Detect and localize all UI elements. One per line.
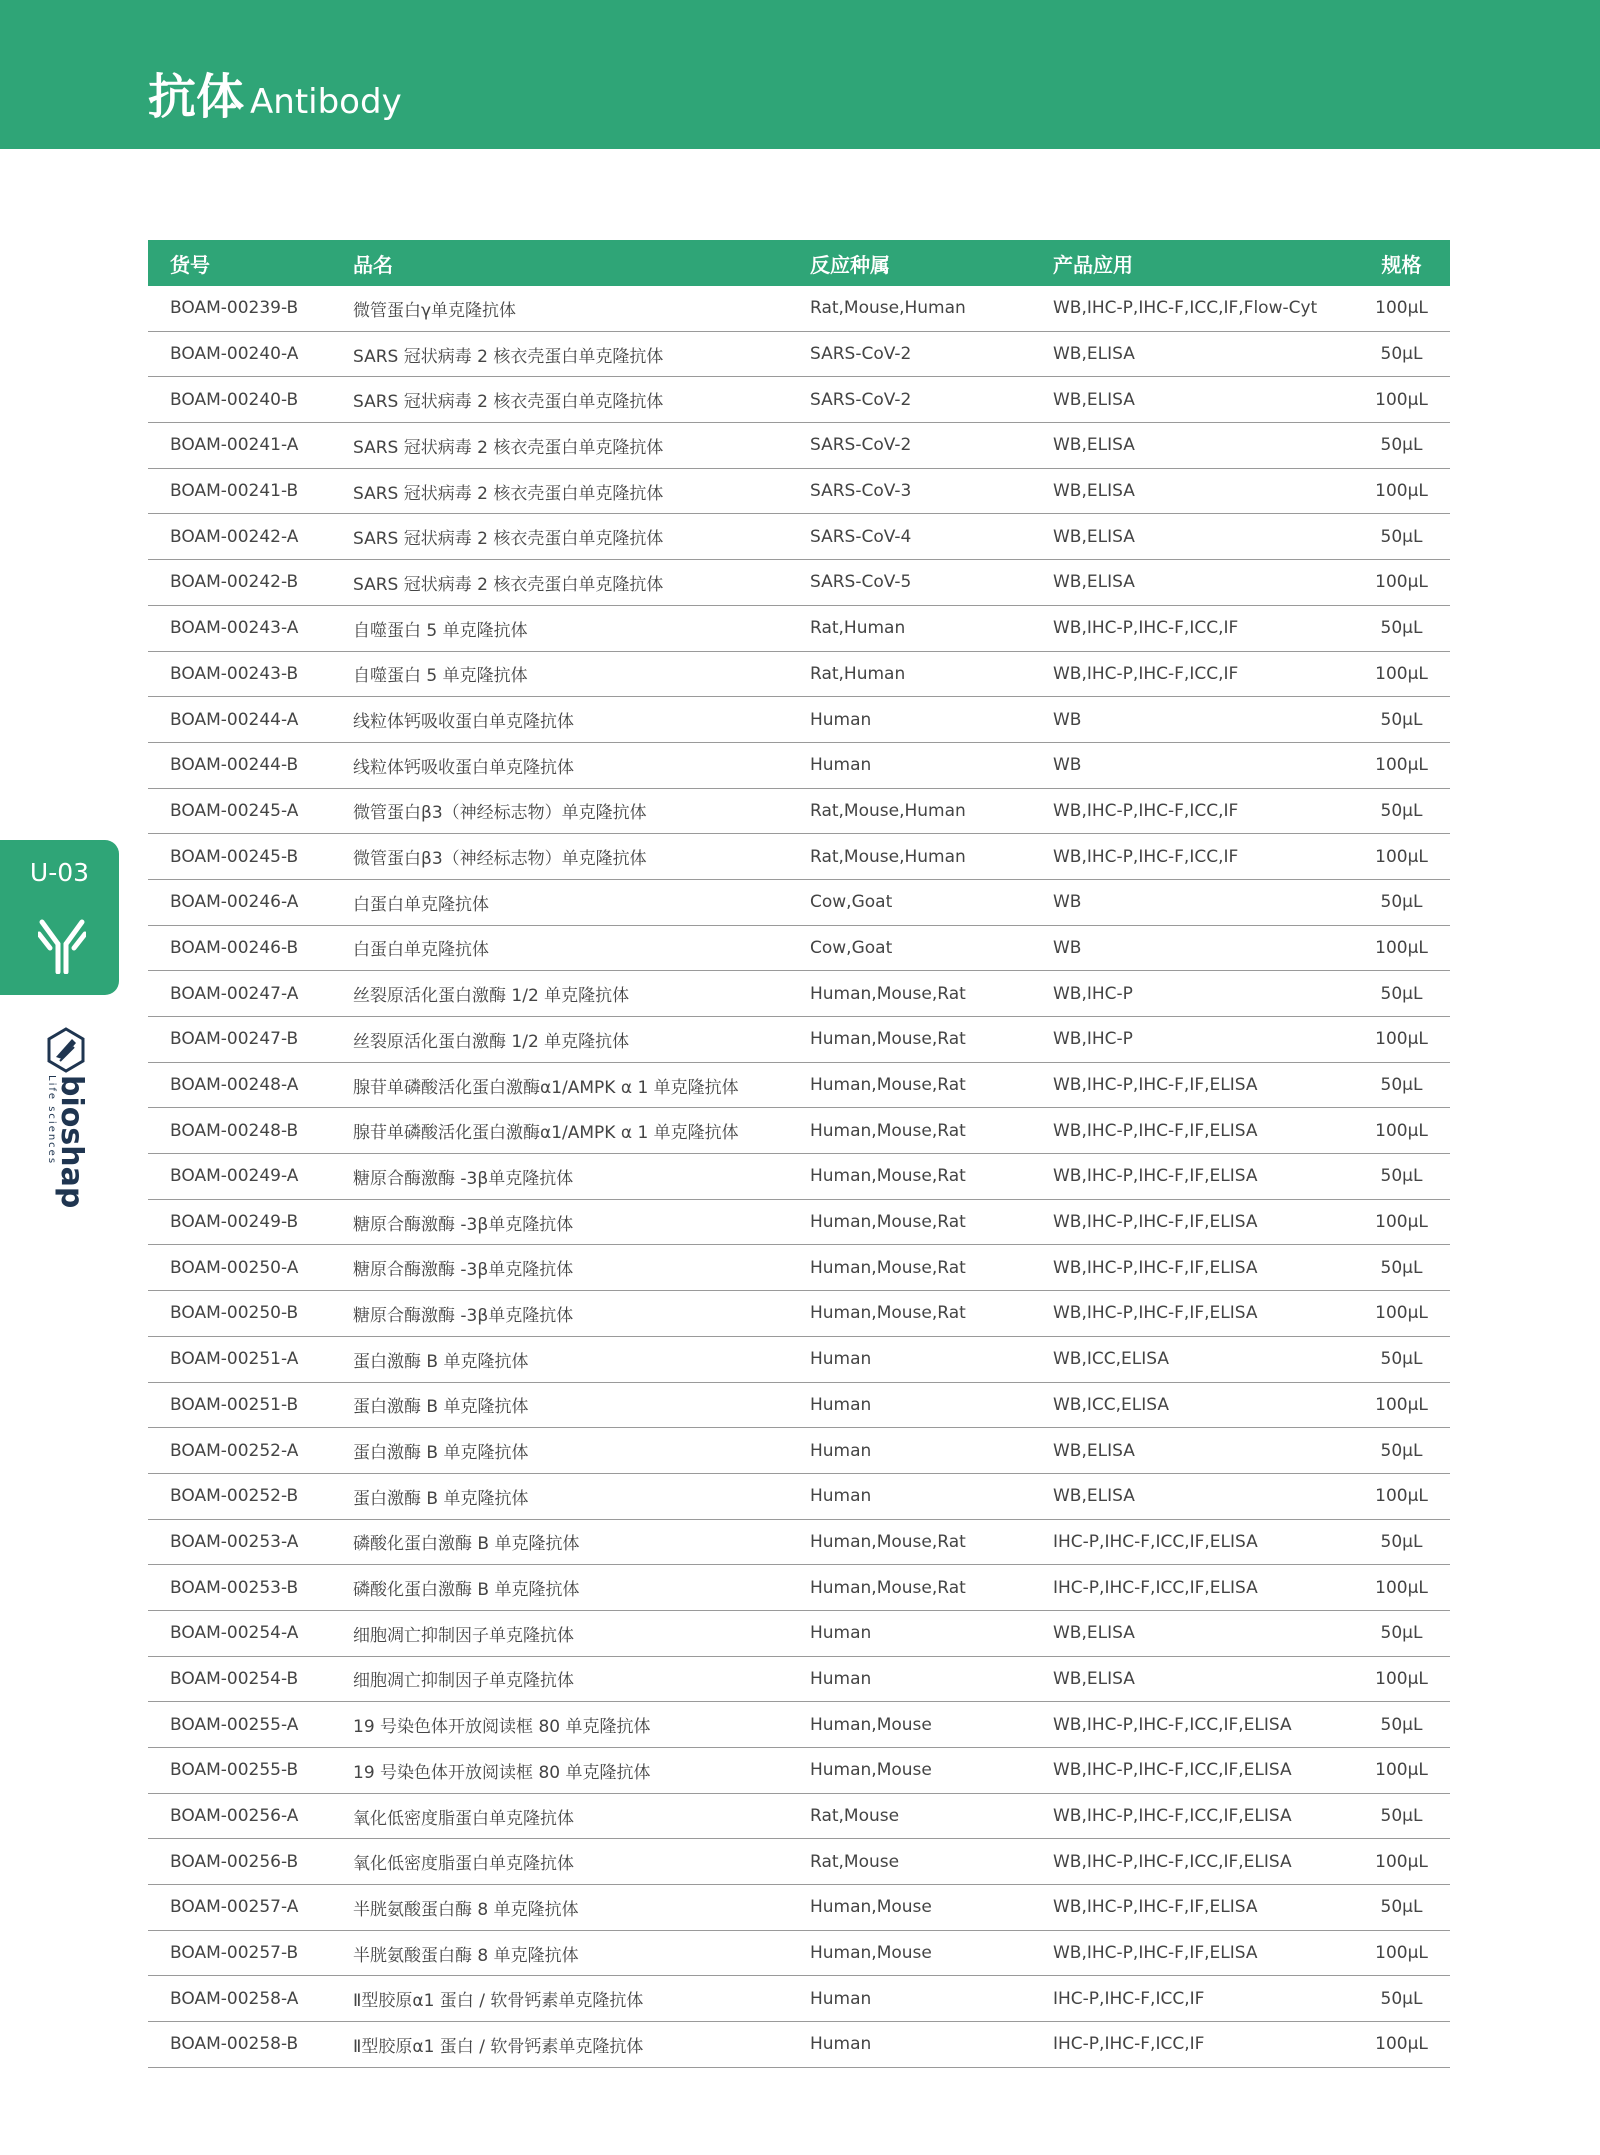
cell-reactivity: Cow,Goat [810, 925, 1053, 971]
table-row [148, 1017, 1450, 1063]
cell-size: 50μL [1353, 788, 1450, 834]
cell-catalog-no: BOAM-00248-A [148, 1062, 353, 1108]
cell-catalog-no: BOAM-00243-B [148, 651, 353, 697]
cell-reactivity: Human,Mouse,Rat [810, 1154, 1053, 1200]
table-row [148, 514, 1450, 560]
brand-tagline: Life sciences [46, 1075, 57, 1166]
table-row [148, 286, 1450, 331]
cell-reactivity: Rat,Mouse [810, 1793, 1053, 1839]
cell-size: 50μL [1353, 1793, 1450, 1839]
cell-size: 100μL [1353, 1199, 1450, 1245]
cell-product-name: 氧化低密度脂蛋白单克隆抗体 [353, 1839, 810, 1885]
table-row [148, 697, 1450, 743]
cell-catalog-no: BOAM-00254-A [148, 1610, 353, 1656]
cell-product-name: 细胞凋亡抑制因子单克隆抗体 [353, 1610, 810, 1656]
cell-catalog-no: BOAM-00250-B [148, 1291, 353, 1337]
cell-product-name: Ⅱ型胶原α1 蛋白 / 软骨钙素单克隆抗体 [353, 1976, 810, 2022]
page-title [148, 58, 402, 127]
cell-size: 100μL [1353, 1839, 1450, 1885]
cell-product-name: 19 号染色体开放阅读框 80 单克隆抗体 [353, 1702, 810, 1748]
cell-reactivity: Human [810, 1428, 1053, 1474]
cell-catalog-no: BOAM-00257-A [148, 1885, 353, 1931]
cell-reactivity: Human,Mouse,Rat [810, 1565, 1053, 1611]
cell-reactivity: Human [810, 1336, 1053, 1382]
table-row [148, 1930, 1450, 1976]
cell-product-name: 糖原合酶激酶 -3β单克隆抗体 [353, 1154, 810, 1200]
cell-product-name: 蛋白激酶 B 单克隆抗体 [353, 1336, 810, 1382]
cell-application: WB,ELISA [1053, 560, 1353, 606]
cell-size: 100μL [1353, 834, 1450, 880]
cell-size: 100μL [1353, 1017, 1450, 1063]
table-row [148, 1062, 1450, 1108]
cell-catalog-no: BOAM-00249-A [148, 1154, 353, 1200]
cell-product-name: SARS 冠状病毒 2 核衣壳蛋白单克隆抗体 [353, 514, 810, 560]
cell-application: WB,IHC-P,IHC-F,ICC,IF,ELISA [1053, 1793, 1353, 1839]
table-row [148, 1199, 1450, 1245]
table-row [148, 742, 1450, 788]
cell-reactivity: Human [810, 2022, 1053, 2068]
cell-application: WB,IHC-P,IHC-F,ICC,IF,ELISA [1053, 1748, 1353, 1794]
cell-size: 50μL [1353, 1062, 1450, 1108]
table-row [148, 1428, 1450, 1474]
cell-reactivity: Human [810, 1656, 1053, 1702]
cell-catalog-no: BOAM-00249-B [148, 1199, 353, 1245]
table-row [148, 2022, 1450, 2068]
cell-application: WB,IHC-P,IHC-F,IF,ELISA [1053, 1108, 1353, 1154]
column-header-catalog-no: 货号 [148, 240, 353, 286]
page-header [0, 0, 1600, 149]
table-row [148, 788, 1450, 834]
cell-reactivity: Human,Mouse,Rat [810, 1199, 1053, 1245]
cell-product-name: 微管蛋白β3（神经标志物）单克隆抗体 [353, 788, 810, 834]
cell-reactivity: Rat,Mouse,Human [810, 834, 1053, 880]
cell-catalog-no: BOAM-00246-B [148, 925, 353, 971]
table-row [148, 1885, 1450, 1931]
page-title-cn: 抗体 [148, 69, 245, 125]
cell-application: WB [1053, 879, 1353, 925]
cell-size: 100μL [1353, 1108, 1450, 1154]
cell-size: 100μL [1353, 742, 1450, 788]
cell-application: WB,IHC-P,IHC-F,IF,ELISA [1053, 1930, 1353, 1976]
cell-product-name: 白蛋白单克隆抗体 [353, 879, 810, 925]
cell-size: 50μL [1353, 1519, 1450, 1565]
cell-product-name: 腺苷单磷酸活化蛋白激酶α1/AMPK α 1 单克隆抗体 [353, 1108, 810, 1154]
cell-product-name: 半胱氨酸蛋白酶 8 单克隆抗体 [353, 1930, 810, 1976]
cell-reactivity: Rat,Human [810, 605, 1053, 651]
table-row [148, 971, 1450, 1017]
cell-product-name: SARS 冠状病毒 2 核衣壳蛋白单克隆抗体 [353, 468, 810, 514]
cell-size: 50μL [1353, 1245, 1450, 1291]
page-title-en: Antibody [250, 82, 402, 122]
cell-reactivity: Rat,Human [810, 651, 1053, 697]
table-row [148, 1291, 1450, 1337]
cell-product-name: 半胱氨酸蛋白酶 8 单克隆抗体 [353, 1885, 810, 1931]
table-row [148, 377, 1450, 423]
table-row [148, 1748, 1450, 1794]
cell-application: WB,ELISA [1053, 377, 1353, 423]
cell-product-name: 磷酸化蛋白激酶 B 单克隆抗体 [353, 1565, 810, 1611]
cell-size: 100μL [1353, 651, 1450, 697]
table-row [148, 560, 1450, 606]
column-header-reactivity: 反应种属 [810, 240, 1053, 286]
cell-size: 50μL [1353, 1885, 1450, 1931]
cell-application: WB,IHC-P,IHC-F,ICC,IF,ELISA [1053, 1702, 1353, 1748]
cell-reactivity: Human,Mouse [810, 1702, 1053, 1748]
table-row [148, 423, 1450, 469]
cell-size: 100μL [1353, 560, 1450, 606]
table-body [148, 286, 1450, 2067]
cell-reactivity: Human,Mouse,Rat [810, 1245, 1053, 1291]
cell-reactivity: Rat,Mouse,Human [810, 286, 1053, 331]
cell-application: WB,IHC-P,IHC-F,IF,ELISA [1053, 1199, 1353, 1245]
cell-product-name: 细胞凋亡抑制因子单克隆抗体 [353, 1656, 810, 1702]
section-code: U-03 [29, 858, 90, 887]
cell-catalog-no: BOAM-00252-B [148, 1473, 353, 1519]
cell-application: WB,IHC-P,IHC-F,IF,ELISA [1053, 1062, 1353, 1108]
cell-catalog-no: BOAM-00246-A [148, 879, 353, 925]
cell-catalog-no: BOAM-00253-B [148, 1565, 353, 1611]
cell-product-name: 腺苷单磷酸活化蛋白激酶α1/AMPK α 1 单克隆抗体 [353, 1062, 810, 1108]
cell-size: 50μL [1353, 1428, 1450, 1474]
cell-product-name: 微管蛋白γ单克隆抗体 [353, 286, 810, 331]
cell-catalog-no: BOAM-00251-B [148, 1382, 353, 1428]
table-row [148, 925, 1450, 971]
brand-logo-text [46, 1075, 89, 1209]
cell-size: 50μL [1353, 697, 1450, 743]
cell-reactivity: Human,Mouse,Rat [810, 1017, 1053, 1063]
table-header-row [148, 240, 1450, 286]
cell-catalog-no: BOAM-00240-B [148, 377, 353, 423]
cell-size: 100μL [1353, 1565, 1450, 1611]
cell-reactivity: Rat,Mouse [810, 1839, 1053, 1885]
cell-application: WB,IHC-P,IHC-F,ICC,IF [1053, 788, 1353, 834]
cell-reactivity: SARS-CoV-2 [810, 331, 1053, 377]
cell-application: WB,ELISA [1053, 331, 1353, 377]
brand-name: bioshap [54, 1075, 89, 1209]
cell-size: 50μL [1353, 331, 1450, 377]
product-table [148, 240, 1450, 2068]
cell-size: 50μL [1353, 1336, 1450, 1382]
cell-application: WB,IHC-P,IHC-F,ICC,IF,Flow-Cyt [1053, 286, 1353, 331]
cell-size: 100μL [1353, 286, 1450, 331]
cell-application: WB,ELISA [1053, 1656, 1353, 1702]
cell-catalog-no: BOAM-00247-A [148, 971, 353, 1017]
cell-application: WB,IHC-P [1053, 971, 1353, 1017]
column-header-application: 产品应用 [1053, 240, 1353, 286]
cell-reactivity: Human [810, 1382, 1053, 1428]
cell-size: 50μL [1353, 879, 1450, 925]
cell-product-name: 丝裂原活化蛋白激酶 1/2 单克隆抗体 [353, 971, 810, 1017]
cell-reactivity: Human,Mouse [810, 1885, 1053, 1931]
cell-product-name: Ⅱ型胶原α1 蛋白 / 软骨钙素单克隆抗体 [353, 2022, 810, 2068]
cell-application: WB,ELISA [1053, 468, 1353, 514]
cell-catalog-no: BOAM-00244-B [148, 742, 353, 788]
table-row [148, 879, 1450, 925]
cell-product-name: 蛋白激酶 B 单克隆抗体 [353, 1428, 810, 1474]
cell-catalog-no: BOAM-00245-B [148, 834, 353, 880]
table-row [148, 1245, 1450, 1291]
cell-reactivity: Cow,Goat [810, 879, 1053, 925]
cell-catalog-no: BOAM-00253-A [148, 1519, 353, 1565]
cell-catalog-no: BOAM-00255-A [148, 1702, 353, 1748]
table-row [148, 468, 1450, 514]
cell-reactivity: Human,Mouse,Rat [810, 1291, 1053, 1337]
cell-application: WB,IHC-P [1053, 1017, 1353, 1063]
cell-reactivity: Human [810, 1976, 1053, 2022]
cell-catalog-no: BOAM-00254-B [148, 1656, 353, 1702]
cell-application: IHC-P,IHC-F,ICC,IF [1053, 2022, 1353, 2068]
cell-catalog-no: BOAM-00252-A [148, 1428, 353, 1474]
cell-application: WB,ELISA [1053, 1428, 1353, 1474]
cell-product-name: 线粒体钙吸收蛋白单克隆抗体 [353, 697, 810, 743]
cell-catalog-no: BOAM-00240-A [148, 331, 353, 377]
cell-product-name: 磷酸化蛋白激酶 B 单克隆抗体 [353, 1519, 810, 1565]
table-row [148, 651, 1450, 697]
cell-size: 50μL [1353, 514, 1450, 560]
cell-application: WB,IHC-P,IHC-F,IF,ELISA [1053, 1291, 1353, 1337]
cell-reactivity: Rat,Mouse,Human [810, 788, 1053, 834]
column-header-size: 规格 [1353, 240, 1450, 286]
cell-size: 100μL [1353, 468, 1450, 514]
cell-reactivity: SARS-CoV-2 [810, 423, 1053, 469]
cell-application: WB,IHC-P,IHC-F,ICC,IF [1053, 651, 1353, 697]
cell-product-name: 糖原合酶激酶 -3β单克隆抗体 [353, 1245, 810, 1291]
cell-catalog-no: BOAM-00245-A [148, 788, 353, 834]
section-tab [0, 840, 119, 995]
cell-application: WB,IHC-P,IHC-F,ICC,IF,ELISA [1053, 1839, 1353, 1885]
table-row [148, 331, 1450, 377]
cell-product-name: 微管蛋白β3（神经标志物）单克隆抗体 [353, 834, 810, 880]
table-row [148, 1976, 1450, 2022]
cell-reactivity: Human [810, 697, 1053, 743]
cell-reactivity: SARS-CoV-2 [810, 377, 1053, 423]
cell-reactivity: Human [810, 1473, 1053, 1519]
cell-application: WB,IHC-P,IHC-F,IF,ELISA [1053, 1154, 1353, 1200]
table-row [148, 1154, 1450, 1200]
cell-catalog-no: BOAM-00239-B [148, 286, 353, 331]
cell-application: WB,ELISA [1053, 1473, 1353, 1519]
cell-reactivity: Human,Mouse [810, 1930, 1053, 1976]
table-row [148, 1473, 1450, 1519]
antibody-icon [38, 904, 86, 974]
cell-application: WB [1053, 697, 1353, 743]
cell-catalog-no: BOAM-00257-B [148, 1930, 353, 1976]
cell-product-name: 自噬蛋白 5 单克隆抗体 [353, 605, 810, 651]
cell-catalog-no: BOAM-00243-A [148, 605, 353, 651]
cell-application: WB [1053, 742, 1353, 788]
cell-reactivity: Human,Mouse [810, 1748, 1053, 1794]
cell-application: IHC-P,IHC-F,ICC,IF [1053, 1976, 1353, 2022]
cell-product-name: 线粒体钙吸收蛋白单克隆抗体 [353, 742, 810, 788]
brand-logo [44, 1027, 89, 1209]
cell-application: WB,IHC-P,IHC-F,IF,ELISA [1053, 1885, 1353, 1931]
cell-product-name: 蛋白激酶 B 单克隆抗体 [353, 1382, 810, 1428]
cell-product-name: SARS 冠状病毒 2 核衣壳蛋白单克隆抗体 [353, 560, 810, 606]
cell-size: 50μL [1353, 423, 1450, 469]
cell-application: WB,ELISA [1053, 514, 1353, 560]
table-row [148, 1336, 1450, 1382]
cell-catalog-no: BOAM-00256-B [148, 1839, 353, 1885]
cell-application: WB [1053, 925, 1353, 971]
cell-application: IHC-P,IHC-F,ICC,IF,ELISA [1053, 1519, 1353, 1565]
cell-reactivity: Human,Mouse,Rat [810, 1062, 1053, 1108]
table-row [148, 1108, 1450, 1154]
cell-size: 100μL [1353, 1382, 1450, 1428]
cell-reactivity: Human [810, 1610, 1053, 1656]
cell-application: WB,ELISA [1053, 423, 1353, 469]
cell-size: 50μL [1353, 1976, 1450, 2022]
cell-reactivity: SARS-CoV-3 [810, 468, 1053, 514]
cell-size: 100μL [1353, 1930, 1450, 1976]
table-row [148, 1610, 1450, 1656]
cell-size: 50μL [1353, 1154, 1450, 1200]
cell-reactivity: Human,Mouse,Rat [810, 1108, 1053, 1154]
table-row [148, 605, 1450, 651]
cell-product-name: 自噬蛋白 5 单克隆抗体 [353, 651, 810, 697]
cell-size: 50μL [1353, 971, 1450, 1017]
cell-product-name: 蛋白激酶 B 单克隆抗体 [353, 1473, 810, 1519]
cell-size: 100μL [1353, 1748, 1450, 1794]
table-row [148, 1519, 1450, 1565]
cell-catalog-no: BOAM-00247-B [148, 1017, 353, 1063]
table-row [148, 834, 1450, 880]
cell-catalog-no: BOAM-00242-A [148, 514, 353, 560]
cell-application: WB,ELISA [1053, 1610, 1353, 1656]
cell-size: 100μL [1353, 2022, 1450, 2068]
cell-catalog-no: BOAM-00255-B [148, 1748, 353, 1794]
cell-product-name: SARS 冠状病毒 2 核衣壳蛋白单克隆抗体 [353, 423, 810, 469]
table-row [148, 1382, 1450, 1428]
cell-reactivity: Human [810, 742, 1053, 788]
cell-size: 50μL [1353, 605, 1450, 651]
cell-product-name: 19 号染色体开放阅读框 80 单克隆抗体 [353, 1748, 810, 1794]
table-row [148, 1565, 1450, 1611]
cell-size: 100μL [1353, 1656, 1450, 1702]
cell-size: 100μL [1353, 925, 1450, 971]
cell-size: 50μL [1353, 1702, 1450, 1748]
cell-catalog-no: BOAM-00242-B [148, 560, 353, 606]
cell-catalog-no: BOAM-00258-A [148, 1976, 353, 2022]
cell-product-name: SARS 冠状病毒 2 核衣壳蛋白单克隆抗体 [353, 331, 810, 377]
bioshrp-logo-icon [46, 1027, 86, 1073]
cell-size: 100μL [1353, 1291, 1450, 1337]
cell-reactivity: SARS-CoV-4 [810, 514, 1053, 560]
cell-catalog-no: BOAM-00258-B [148, 2022, 353, 2068]
cell-catalog-no: BOAM-00250-A [148, 1245, 353, 1291]
cell-catalog-no: BOAM-00241-A [148, 423, 353, 469]
table-row [148, 1839, 1450, 1885]
cell-size: 100μL [1353, 1473, 1450, 1519]
cell-application: WB,ICC,ELISA [1053, 1382, 1353, 1428]
cell-application: IHC-P,IHC-F,ICC,IF,ELISA [1053, 1565, 1353, 1611]
cell-product-name: 丝裂原活化蛋白激酶 1/2 单克隆抗体 [353, 1017, 810, 1063]
table-row [148, 1656, 1450, 1702]
cell-reactivity: Human,Mouse,Rat [810, 1519, 1053, 1565]
cell-catalog-no: BOAM-00251-A [148, 1336, 353, 1382]
cell-product-name: 糖原合酶激酶 -3β单克隆抗体 [353, 1199, 810, 1245]
cell-catalog-no: BOAM-00244-A [148, 697, 353, 743]
cell-application: WB,IHC-P,IHC-F,ICC,IF [1053, 605, 1353, 651]
table-row [148, 1702, 1450, 1748]
cell-catalog-no: BOAM-00256-A [148, 1793, 353, 1839]
cell-catalog-no: BOAM-00241-B [148, 468, 353, 514]
cell-product-name: 白蛋白单克隆抗体 [353, 925, 810, 971]
column-header-product-name: 品名 [353, 240, 810, 286]
cell-application: WB,IHC-P,IHC-F,ICC,IF [1053, 834, 1353, 880]
cell-size: 50μL [1353, 1610, 1450, 1656]
cell-application: WB,IHC-P,IHC-F,IF,ELISA [1053, 1245, 1353, 1291]
cell-product-name: SARS 冠状病毒 2 核衣壳蛋白单克隆抗体 [353, 377, 810, 423]
cell-reactivity: Human,Mouse,Rat [810, 971, 1053, 1017]
cell-product-name: 糖原合酶激酶 -3β单克隆抗体 [353, 1291, 810, 1337]
cell-product-name: 氧化低密度脂蛋白单克隆抗体 [353, 1793, 810, 1839]
table-row [148, 1793, 1450, 1839]
cell-size: 100μL [1353, 377, 1450, 423]
cell-catalog-no: BOAM-00248-B [148, 1108, 353, 1154]
cell-application: WB,ICC,ELISA [1053, 1336, 1353, 1382]
cell-reactivity: SARS-CoV-5 [810, 560, 1053, 606]
